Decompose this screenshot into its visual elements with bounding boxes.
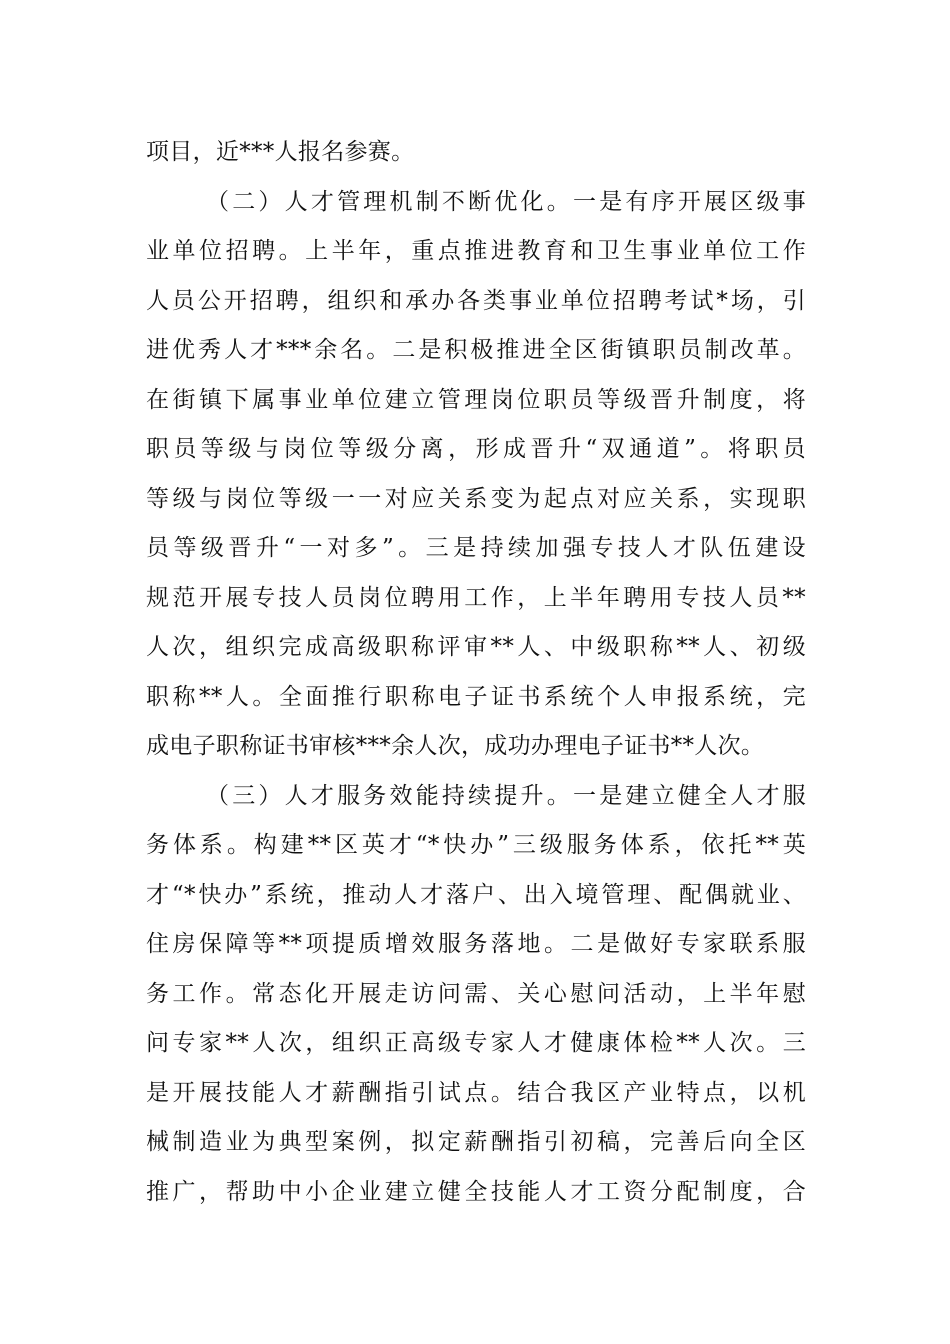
body-text — [146, 128, 806, 1217]
text-line: 是开展技能人才薪酬指引试点。结合我区产业特点，以机 — [146, 1079, 806, 1106]
text-line: （三）人才服务效能持续提升。一是建立健全人才服 — [206, 782, 806, 809]
text-line: 成电子职称证书审核***余人次，成功办理电子证书**人次。 — [146, 733, 765, 759]
text-line: 规范开展专技人员岗位聘用工作，上半年聘用专技人员** — [146, 584, 806, 611]
text-line: 务体系。构建**区英才“*快办”三级服务体系，依托**英 — [146, 832, 806, 858]
text-line: 械制造业为典型案例，拟定薪酬指引初稿，完善后向全区 — [146, 1129, 806, 1155]
text-line: 务工作。常态化开展走访问需、关心慰问活动，上半年慰 — [146, 980, 806, 1007]
text-line: 员等级晋升“一对多”。三是持续加强专技人才队伍建设 — [146, 535, 806, 561]
text-line: 人员公开招聘，组织和承办各类事业单位招聘考试*场，引 — [146, 287, 806, 314]
text-line: 职称**人。全面推行职称电子证书系统个人申报系统，完 — [146, 683, 806, 710]
text-line: 推广，帮助中小企业建立健全技能人才工资分配制度，合 — [146, 1178, 806, 1205]
text-line: 职员等级与岗位等级分离，形成晋升“双通道”。将职员 — [146, 436, 806, 462]
text-line: 人次，组织完成高级职称评审**人、中级职称**人、初级 — [146, 634, 806, 660]
text-line: （二）人才管理机制不断优化。一是有序开展区级事 — [206, 188, 806, 215]
text-line: 才“*快办”系统，推动人才落户、出入境管理、配偶就业、 — [146, 881, 806, 908]
text-line: 进优秀人才***余名。二是积极推进全区街镇职员制改革。 — [146, 337, 806, 363]
text-line: 项目，近***人报名参赛。 — [146, 139, 415, 165]
text-line: 等级与岗位等级一一对应关系变为起点对应关系，实现职 — [146, 485, 806, 512]
text-line: 业单位招聘。上半年，重点推进教育和卫生事业单位工作 — [146, 238, 806, 264]
text-line: 问专家**人次，组织正高级专家人才健康体检**人次。三 — [146, 1030, 806, 1056]
text-line: 住房保障等**项提质增效服务落地。二是做好专家联系服 — [146, 931, 806, 957]
text-line: 在街镇下属事业单位建立管理岗位职员等级晋升制度，将 — [146, 386, 806, 413]
